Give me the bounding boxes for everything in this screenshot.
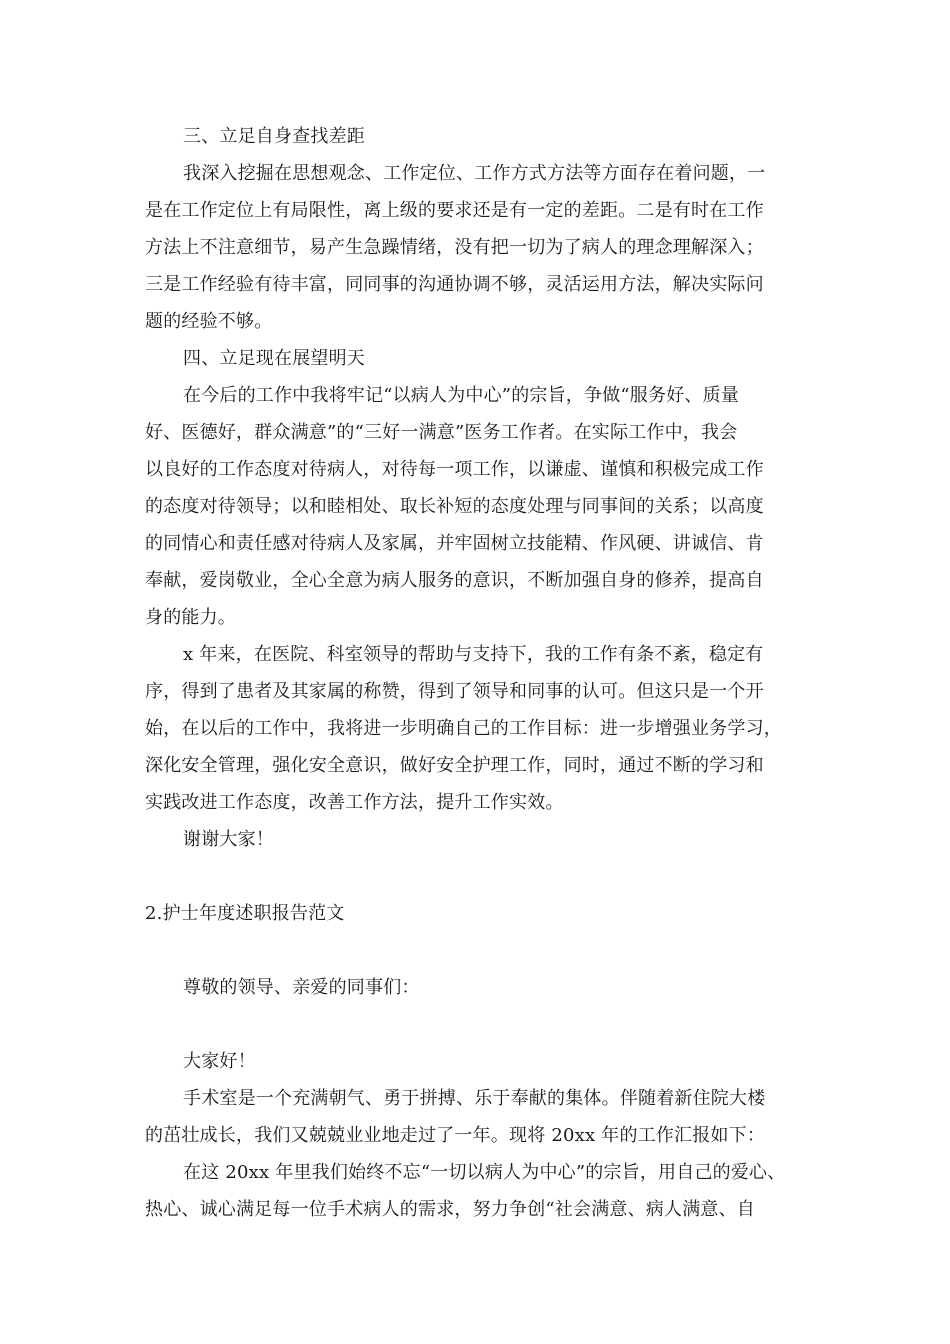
paragraph-line: 身的能力。 [145,607,236,628]
paragraph-line: 三是工作经验有待丰富，同同事的沟通协调不够，灵活运用方法，解决实际问 [145,274,764,295]
paragraph-line: 是在工作定位上有局限性，离上级的要求还是有一定的差距。二是有时在工作 [145,200,764,221]
paragraph-line: 题的经验不够。 [145,311,273,332]
paragraph-line: x 年来，在医院、科室领导的帮助与支持下，我的工作有条不紊，稳定有 [183,644,764,665]
paragraph-line: 在今后的工作中我将牢记“以病人为中心”的宗旨，争做“服务好、质量 [183,385,740,406]
paragraph-line: 方法上不注意细节，易产生急躁情绪，没有把一切为了病人的理念理解深入； [145,237,764,258]
paragraph-line: 热心、诚心满足每一位手术病人的需求，努力争创“社会满意、病人满意、自 [145,1199,755,1220]
paragraph-line: 以良好的工作态度对待病人，对待每一项工作，以谦虚、谨慎和积极完成工作 [145,459,764,480]
paragraph-line: 深化安全管理，强化安全意识，做好安全护理工作，同时，通过不断的学习和 [145,755,764,776]
paragraph-line: 的茁壮成长，我们又兢兢业业地走过了一年。现将 20xx 年的工作汇报如下： [145,1125,766,1146]
paragraph-line: 奉献，爱岗敬业，全心全意为病人服务的意识，不断加强自身的修养，提高自 [145,570,764,591]
paragraph-line: 始，在以后的工作中，我将进一步明确自己的工作目标：进一步增强业务学习， [145,718,782,739]
article-title: 2.护士年度述职报告范文 [145,903,345,924]
section-heading: 三、立足自身查找差距 [183,126,365,147]
paragraph-line: 实践改进工作态度，改善工作方法，提升工作实效。 [145,792,564,813]
paragraph-line: 我深入挖掘在思想观念、工作定位、工作方式方法等方面存在着问题，一 [183,163,766,184]
paragraph-line: 序，得到了患者及其家属的称赞，得到了领导和同事的认可。但这只是一个开 [145,681,764,702]
greeting: 大家好！ [183,1051,256,1072]
salutation: 尊敬的领导、亲爱的同事们： [183,977,420,998]
paragraph-line: 在这 20xx 年里我们始终不忘“一切以病人为中心”的宗旨，用自己的爱心、 [183,1162,786,1183]
section-heading: 四、立足现在展望明天 [183,348,365,369]
paragraph-line: 手术室是一个充满朝气、勇于拼搏、乐于奉献的集体。伴随着新住院大楼 [183,1088,766,1109]
paragraph-line: 的同情心和责任感对待病人及家属，并牢固树立技能精、作风硬、讲诚信、肯 [145,533,764,554]
closing-thanks: 谢谢大家！ [183,829,274,850]
paragraph-line: 的态度对待领导；以和睦相处、取长补短的态度处理与同事间的关系；以高度 [145,496,764,517]
paragraph-line: 好、医德好，群众满意”的“三好一满意”医务工作者。在实际工作中，我会 [145,422,738,443]
